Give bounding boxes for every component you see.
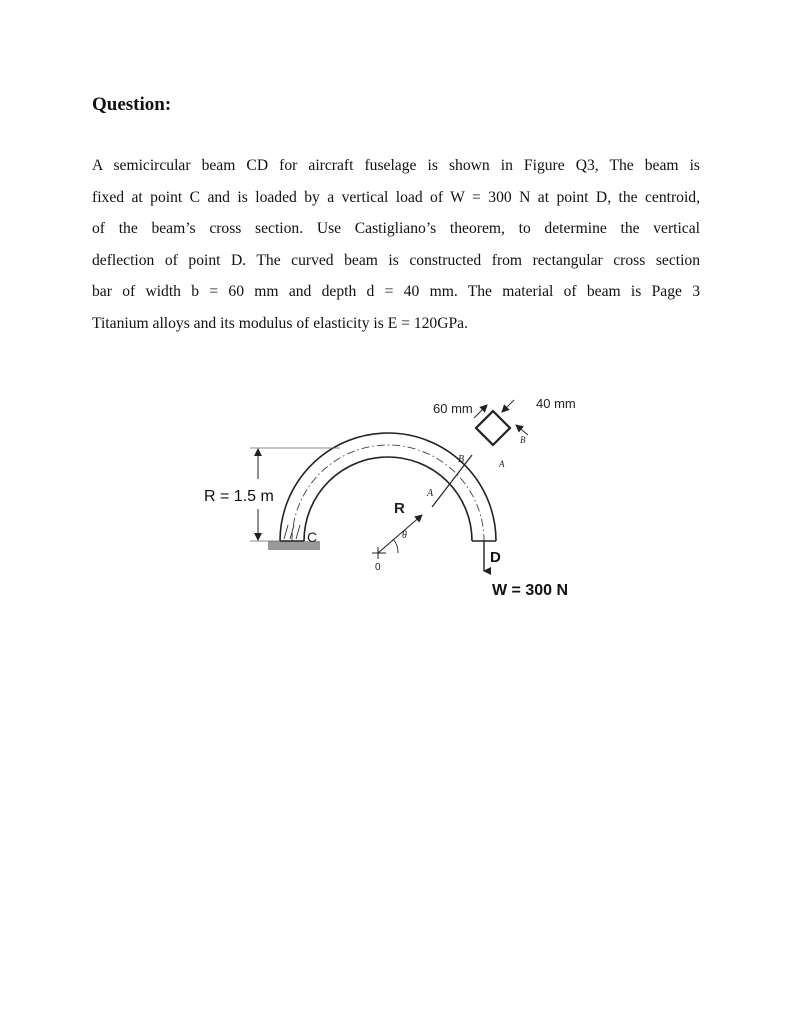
theta-arc (393, 539, 398, 553)
label-theta: θ (402, 530, 407, 541)
paragraph-line: bar of width b = 60 mm and depth d = 40 mm. The material of beam is Page 3 (92, 283, 700, 300)
c-hatch (296, 525, 300, 539)
depth-dim-arrow (502, 400, 514, 412)
label-d: D (490, 549, 501, 566)
label-b-section: B (520, 435, 526, 445)
paragraph-line: fixed at point C and is loaded by a vertical load of W = 300 N at point D, the centroid, (92, 188, 700, 206)
beam-figure (190, 385, 610, 615)
label-r: R (394, 500, 405, 517)
beam-outer-edge (280, 433, 496, 541)
beam-inner-edge (304, 457, 472, 541)
question-heading: Question: (92, 94, 172, 115)
label-40mm: 40 mm (536, 396, 576, 411)
radius-arrow-down (254, 533, 262, 541)
paragraph-line: of the beam’s cross section. Use Castigliano’s theorem, to determine the vertical (92, 220, 700, 237)
paragraph-line: Titanium alloys and its modulus of elasticity is E = 120GPa. (92, 314, 468, 332)
paragraph-line: deflection of point D. The curved beam is constructed from rectangular cross section (92, 251, 700, 269)
label-b-beam: B (458, 454, 465, 465)
beam-centroid-line (292, 445, 484, 541)
label-60mm: 60 mm (433, 401, 473, 416)
label-a-beam: A (427, 488, 434, 499)
width-dim-arrow (474, 405, 487, 418)
section-b-arrow (516, 425, 528, 435)
radius-arrow-up (254, 448, 262, 456)
label-radius-dimension: R = 1.5 m (204, 488, 274, 505)
label-origin: 0 (375, 562, 381, 573)
section-cut-line (432, 455, 472, 507)
label-c: C (307, 529, 318, 545)
c-hatch (284, 525, 288, 539)
paragraph-line: A semicircular beam CD for aircraft fuselage is shown in Figure Q3, The beam is (92, 157, 700, 174)
cross-section-diamond (476, 411, 510, 445)
label-a-section: A (499, 459, 505, 469)
radius-vector (378, 515, 422, 553)
label-load: W = 300 N (492, 582, 569, 599)
question-paragraph (92, 150, 700, 339)
